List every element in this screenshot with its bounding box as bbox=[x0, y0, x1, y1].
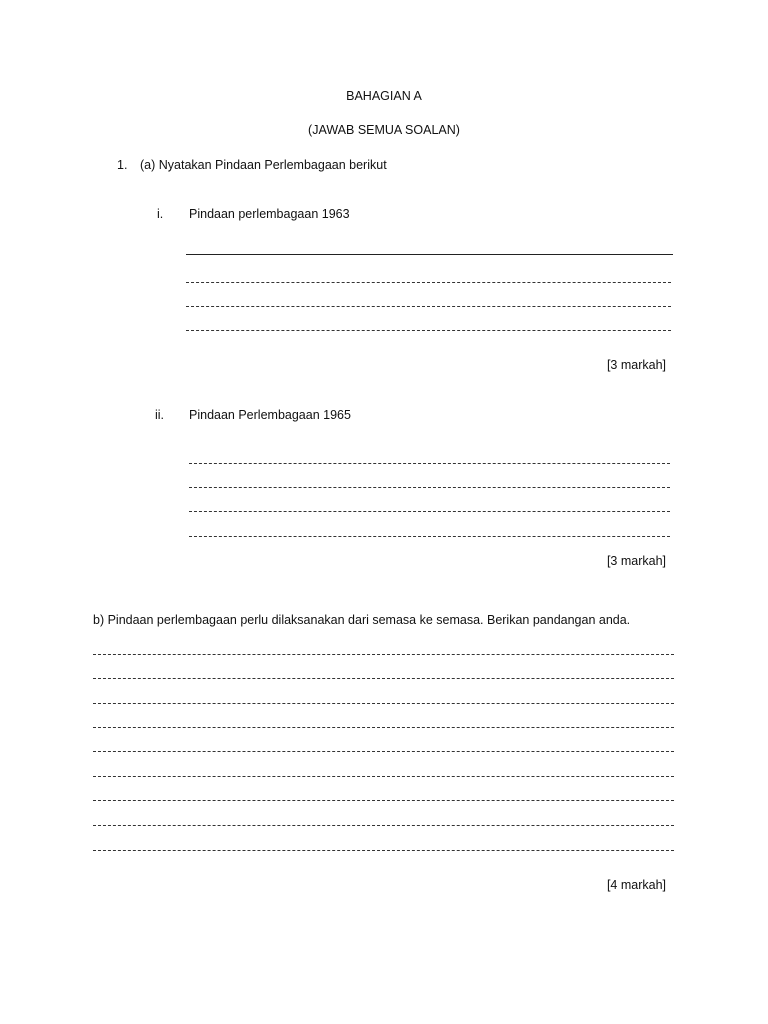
answer-line-i-3[interactable] bbox=[186, 306, 671, 307]
answer-line-ii-4[interactable] bbox=[189, 536, 670, 537]
answer-line-b-3[interactable] bbox=[93, 703, 674, 704]
answer-line-b-7[interactable] bbox=[93, 800, 674, 801]
question-number: 1. bbox=[117, 158, 128, 172]
answer-line-i-4[interactable] bbox=[186, 330, 671, 331]
marks-sub-ii: [3 markah] bbox=[606, 554, 666, 568]
question-part-b: b) Pindaan perlembagaan perlu dilaksanakan dari semasa ke semasa. Berikan pandangan anda. bbox=[93, 613, 631, 627]
answer-line-b-9[interactable] bbox=[93, 850, 674, 851]
answer-line-b-5[interactable] bbox=[93, 751, 674, 752]
answer-line-b-8[interactable] bbox=[93, 825, 674, 826]
answer-line-b-1[interactable] bbox=[93, 654, 674, 655]
answer-line-b-6[interactable] bbox=[93, 776, 674, 777]
marks-part-b: [4 markah] bbox=[606, 878, 666, 892]
marks-sub-i: [3 markah] bbox=[606, 358, 666, 372]
section-title: BAHAGIAN A bbox=[346, 89, 422, 103]
question-part-a: (a) Nyatakan Pindaan Perlembagaan berikut bbox=[140, 158, 387, 172]
sub-question-ii-text: Pindaan Perlembagaan 1965 bbox=[189, 408, 351, 422]
sub-question-ii-numeral: ii. bbox=[155, 408, 165, 422]
answer-line-i-2[interactable] bbox=[186, 282, 671, 283]
answer-line-ii-2[interactable] bbox=[189, 487, 670, 488]
sub-question-i-text: Pindaan perlembagaan 1963 bbox=[189, 207, 350, 221]
answer-line-ii-1[interactable] bbox=[189, 463, 670, 464]
section-instruction: (JAWAB SEMUA SOALAN) bbox=[308, 123, 460, 137]
answer-line-b-4[interactable] bbox=[93, 727, 674, 728]
sub-question-i-numeral: i. bbox=[157, 207, 164, 221]
answer-line-ii-3[interactable] bbox=[189, 511, 670, 512]
answer-line-b-2[interactable] bbox=[93, 678, 674, 679]
answer-line-i-1[interactable] bbox=[186, 254, 673, 255]
